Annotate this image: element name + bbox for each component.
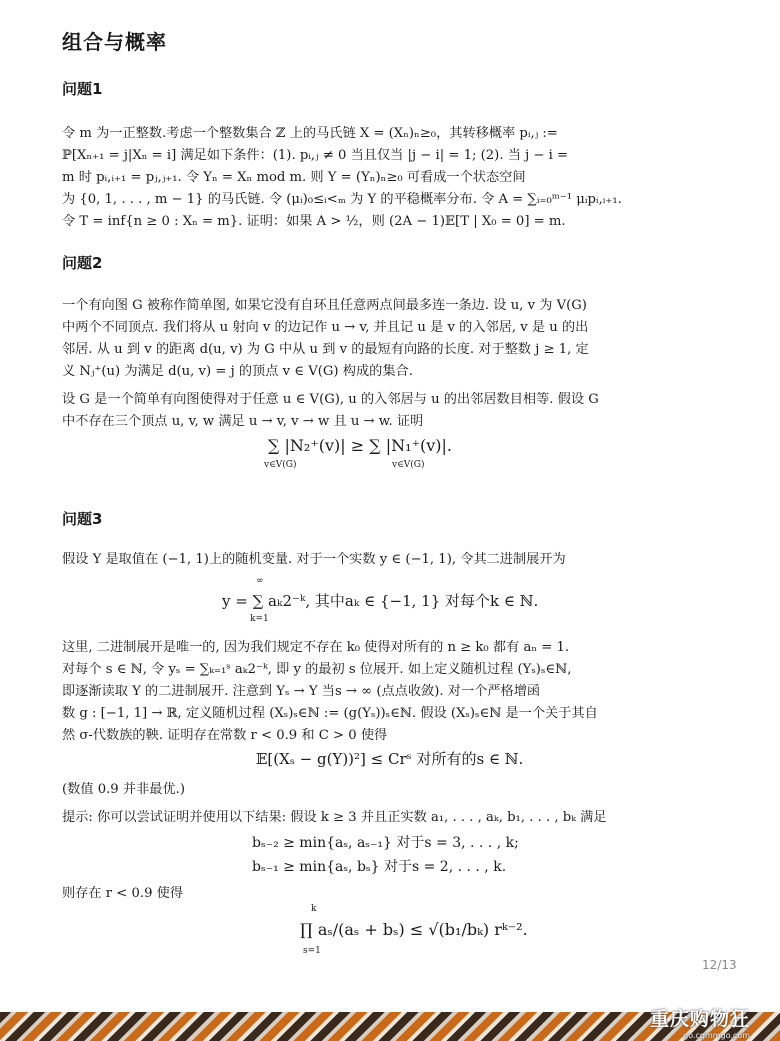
sum-superscript: ∞ (256, 576, 264, 586)
sum-subscript: v∈V(G) (264, 460, 297, 470)
problem-3-line: 数 g : [−1, 1] → ℝ, 定义随机过程 (Xₛ)ₛ∈ℕ := (g(Yₛ))ₛ∈ℕ. 假设 (Xₛ)ₛ∈ℕ 是一个关于其自 (62, 706, 598, 721)
problem-2-line: 中两个不同顶点. 我们将从 u 射向 v 的边记作 u → v, 并且记 u 是 v 的入邻居, v 是 u 的出 (62, 320, 589, 335)
problem-2-line: 义 Nⱼ⁺(u) 为满足 d(u, v) = j 的顶点 v ∈ V(G) 构成的集合. (62, 364, 413, 379)
problem-2-inequality: ∑ |N₂⁺(v)| ≥ ∑ |N₁⁺(v)|. (268, 436, 453, 455)
martingale-bound-equation: 𝔼[(Xₛ − g(Y))²] ≤ Crˢ 对所有的s ∈ ℕ. (256, 750, 524, 768)
problem-3-line: 假设 Y 是取值在 (−1, 1)上的随机变量. 对于一个实数 y ∈ (−1, 1), 令其二进制展开为 (62, 552, 566, 567)
conclusion-text: 则存在 r < 0.9 使得 (62, 886, 184, 901)
problem-2-line: 邻居. 从 u 到 v 的距离 d(u, v) 为 G 中从 u 到 v 的最短有向路的长度. 对于整数 j ≥ 1, 定 (62, 342, 589, 357)
problem-1-line: ℙ[Xₙ₊₁ = j|Xₙ = i] 满足如下条件：(1). pᵢ,ⱼ ≠ 0 当且仅当 |j − i| = 1; (2). 当 j − i = (62, 148, 569, 163)
problem-2-line: 一个有向图 G 被称作简单图, 如果它没有自环且任意两点间最多连一条边. 设 u, v 为 V(G) (62, 298, 587, 313)
condition-1: bₛ₋₂ ≥ min{aₛ, aₛ₋₁} 对于s = 3, . . . , k; (252, 835, 519, 851)
problem-1-line: 令 T = inf{n ≥ 0 : Xₙ = m}. 证明：如果 A > ½，则 (2A − 1)𝔼[T | X₀ = 0] = m. (62, 214, 566, 229)
remark-text: (数值 0.9 并非最优.) (62, 782, 185, 797)
watermark-brand: 重庆购物狂 (650, 1008, 751, 1030)
page-number: 12/13 (702, 958, 737, 972)
product-inequality: ∏ aₛ/(aₛ + bₛ) ≤ √(b₁/bₖ) rᵏ⁻². (300, 920, 528, 939)
sum-subscript: v∈V(G) (392, 460, 425, 470)
problem-1-line: m 时 pᵢ,ᵢ₊₁ = pⱼ,ⱼ₊₁. 令 Yₙ = Xₙ mod m. 则 Y = (Yₙ)ₙ≥₀ 可看成一个状态空间 (62, 170, 526, 185)
hint-text: 提示: 你可以尝试证明并使用以下结果: 假设 k ≥ 3 并且正实数 a₁, . . . , aₖ, b₁, . . . , bₖ 满足 (62, 810, 607, 825)
sum-subscript: k=1 (250, 614, 269, 624)
page-title: 组合与概率 (62, 30, 167, 54)
problem-3-heading: 问题3 (62, 510, 103, 528)
problem-2-line: 中不存在三个顶点 u, v, w 满足 u → v, v → w 且 u → w. 证明 (62, 414, 424, 429)
condition-2: bₛ₋₁ ≥ min{aₛ, bₛ} 对于s = 2, . . . , k. (252, 859, 507, 875)
problem-3-line: 即逐渐读取 Y 的二进制展开. 注意到 Yₛ → Y 当s → ∞ (点点收敛). 对一个严格增函 (62, 684, 541, 699)
problem-1-line: 为 {0, 1, . . . , m − 1} 的马氏链. 令 (μᵢ)₀≤ᵢ<ₘ 为 Y 的平稳概率分布. 令 A = ∑ᵢ₌₀ᵐ⁻¹ μᵢpᵢ,ᵢ₊₁. (62, 192, 622, 207)
problem-3-line: 然 σ-代数族的鞅. 证明存在常数 r < 0.9 和 C > 0 使得 (62, 728, 388, 743)
product-superscript: k (311, 904, 317, 914)
problem-1-line: 令 m 为一正整数.考虑一个整数集合 ℤ 上的马氏链 X = (Xₙ)ₙ≥₀，其转移概率 pᵢ,ⱼ := (62, 126, 558, 141)
watermark-url: go.cqmmgo.com (683, 1031, 751, 1040)
binary-expansion-equation: y = ∑ aₖ2⁻ᵏ, 其中aₖ ∈ {−1, 1} 对每个k ∈ ℕ. (222, 592, 539, 610)
problem-3-line: 对每个 s ∈ ℕ, 令 yₛ = ∑ₖ₌₁ˢ aₖ2⁻ᵏ, 即 y 的最初 s 位展开. 如上定义随机过程 (Yₛ)ₛ∈ℕ, (62, 662, 572, 677)
problem-3-line: 这里, 二进制展开是唯一的, 因为我们规定不存在 k₀ 使得对所有的 n ≥ k₀ 都有 aₙ = 1. (62, 640, 570, 655)
problem-2-line: 设 G 是一个简单有向图使得对于任意 u ∈ V(G), u 的入邻居与 u 的出邻居数目相等. 假设 G (62, 392, 599, 407)
product-subscript: s=1 (303, 946, 321, 956)
problem-2-heading: 问题2 (62, 254, 103, 272)
problem-1-heading: 问题1 (62, 80, 103, 98)
site-watermark (650, 1004, 750, 1040)
